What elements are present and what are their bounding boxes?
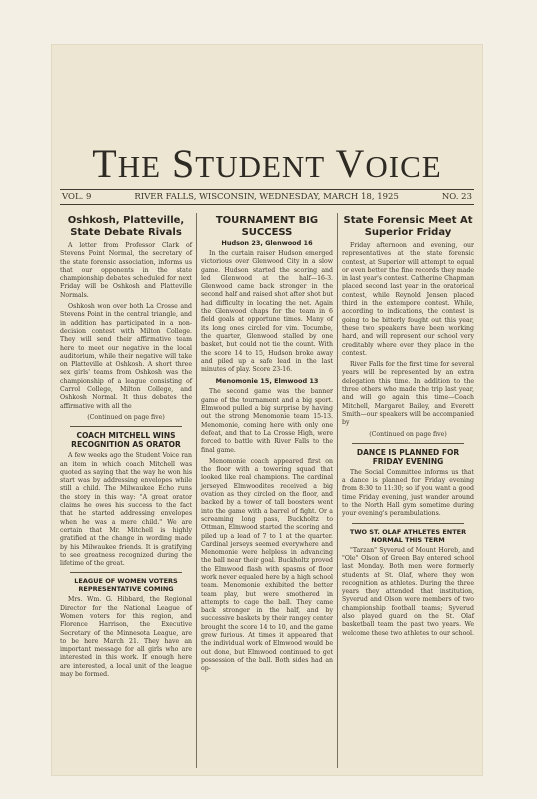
headline-dance: DANCE IS PLANNED FOR FRIDAY EVENING (356, 447, 460, 466)
article-paragraph: A letter from Professor Clark of Stevens Point Normal, the secretary of the state forensic association, informs us that our opponents in the state championship debates scheduled for next Friday will be Oshkosh and Platteville Normals. (60, 242, 192, 299)
column-rule (196, 213, 197, 768)
article-paragraph: The Social Committee informs us that a dance is planned for Friday evening from 8:30 to 11:30; so if you want a good time Friday evening, just wander around to the North Hall gym sometime during your evening's perambulations. (342, 468, 474, 518)
volume-number: VOL. 9 (62, 192, 92, 202)
place-date: RIVER FALLS, WISCONSIN, WEDNESDAY, MARCH 18, 1925 (134, 192, 399, 202)
headline-debate: Oshkosh, Platteville, State Debate Rivals (67, 215, 185, 238)
article-paragraph: Menomonie coach appeared first on the floor with a towering squad that looked like real champions. The cardinal jerseyed Elmwoodites received a big ovation as they circled on the floor, and backed by a tower of tall boosters went into the game with a barrel of fight. Or a screaming long pass, Buckholtz to Ottman, Elmwood started the scoring and piled up a lead of 7 to 1 at the quarter. Cardinal jerseys seemed everywhere and Menomonie were helpless in advancing the ball near their goal. Buckholtz proved the Elmwood flash with spasms of floor work never equaled here by a high school team. Menomonie exhibited the better team play, but were smothered in attempts to cage the ball. They came back stronger in the half, and by successive baskets by their rangey center brought the score 14 to 10, and the game grew furious. At times it appeared that the individual work of Elmwood would be out done, but Elmwood continued to get possession of the ball. Both sides had an op- (201, 457, 333, 673)
article-paragraph: "Tarzan" Syverud of Mount Horeb, and "Ole" Olson of Green Bay entered school last Monday. Both men were formerly students at St. Olaf, where they won recognition as athletes. During the three years they attended that institution, Syverud and Olson were members of two championship football teams; Syverud also played guard on the St. Olaf basketball team the past two years. We welcome these two athletes to our school. (342, 546, 474, 637)
issue-number: NO. 23 (441, 192, 472, 202)
article-paragraph: River Falls for the first time for several years will be represented by an extra delegation this time. In addition to the three others who made the trip last year, and will go again this time—Coach Mitchell, Margaret Bailey, and Everett Smith—our speakers will be accompanied by (342, 361, 474, 427)
headline-athletes: TWO ST. OLAF ATHLETES ENTER NORMAL THIS TERM (349, 527, 467, 544)
headline-forensic: State Forensic Meet At Superior Friday (343, 215, 473, 238)
headline-tournament: TOURNAMENT BIG SUCCESS (215, 215, 319, 238)
article-paragraph: In the curtain raiser Hudson emerged victorious over Glenwood City in a slow game. Hudson started the scoring and led Glenwood at the half—16-3. Glenwood came back stronger in the second half and raised shot after shot but had difficulty in locating the net. Again the Glenwood chaps for the team in 6 field goals at opportune times. Many of its long ones circled for vim. Tocumbe, the quarter, Glenwood stalled by one basket, but could not tie the count. With the score 14 to 15, Hudson broke away and piled up a safe lead in the last minutes of play. Score 23-16. (201, 250, 333, 374)
dateline-bar (60, 189, 474, 205)
column-1 (60, 215, 192, 682)
subhead-score: Hudson 23, Glenwood 16 (221, 239, 313, 247)
headline-mitchell: COACH MITCHELL WINS RECOGNITION AS ORATOR (71, 431, 181, 450)
article-paragraph: A few weeks ago the Student Voice ran an item in which coach Mitchell was quoted as saying that the way he won his start was by addressing envelopes while still a child. The Milwaukee Echo runs the story in this way: "A great orator claims he owes his success to the fact that he started addressing envelopes when he was a mere child." We are certain that Mr. Mitchell is highly gratified at the change in wording made by his Milwaukee friends. It is gratifying to see greatness recognized during the lifetime of the great. (60, 452, 192, 568)
masthead-title: THE STUDENT VOICE (92, 141, 442, 186)
newspaper-page (52, 45, 482, 775)
headline-league: LEAGUE OF WOMEN VOTERS REPRESENTATIVE COMING (74, 577, 178, 594)
divider (70, 426, 182, 427)
column-2 (201, 215, 333, 677)
article-paragraph: Mrs. Wm. G. Hibbard, the Regional Director for the National League of Women voters for this region, and Florence Harrison, the Executive Secretary of the Minnesota League, are to be here March 21. They have an important message for all girls who are interested in this work. If enough here are interested, a local unit of the league may be formed. (60, 596, 192, 679)
divider (352, 443, 464, 444)
article-paragraph: Friday afternoon and evening, our representatives at the state forensic contest, at Superior will attempt to equal or even better the fine records they made in last year's contest. Catherine Chapman placed second last year in the oratorical contest, while Reynold Jensen placed third in the extempore contest. While, according to indications, the contest is going to be bitterly fought out this year, these two speakers have been working hard, and will represent our school very creditably where ever they place in the contest. (342, 242, 474, 357)
article-paragraph: The second game was the banner game of the tournament and a big sport. Elmwood pulled a big surprise by having out the strong Menomonie team 15-13. Menomonie, coming here with only one defeat, and that to La Crosse High, were forced to battle with River Falls to the final game. (201, 388, 333, 454)
divider (352, 523, 464, 524)
column-rule (337, 213, 338, 768)
divider (70, 572, 182, 573)
article-paragraph: Oshkosh won over both La Crosse and Stevens Point in the central triangle, and in addition has participated in a non-decision contest with Milton College. They will send their affirmative team here to meet our negative in the local auditorium, while their negative will take on Platteville at Oshkosh. A short three sex girls' teams from Oshkosh was the championship of a league consisting of Carrol College, Milton College, and Oshkosh Normal. It thus debates the affirmative with all the (60, 303, 192, 410)
continued-note: (Continued on page five) (369, 430, 447, 438)
continued-note: (Continued on page five) (87, 413, 165, 421)
column-3 (342, 215, 474, 641)
subhead-score: Menomonie 15, Elmwood 13 (215, 377, 319, 386)
